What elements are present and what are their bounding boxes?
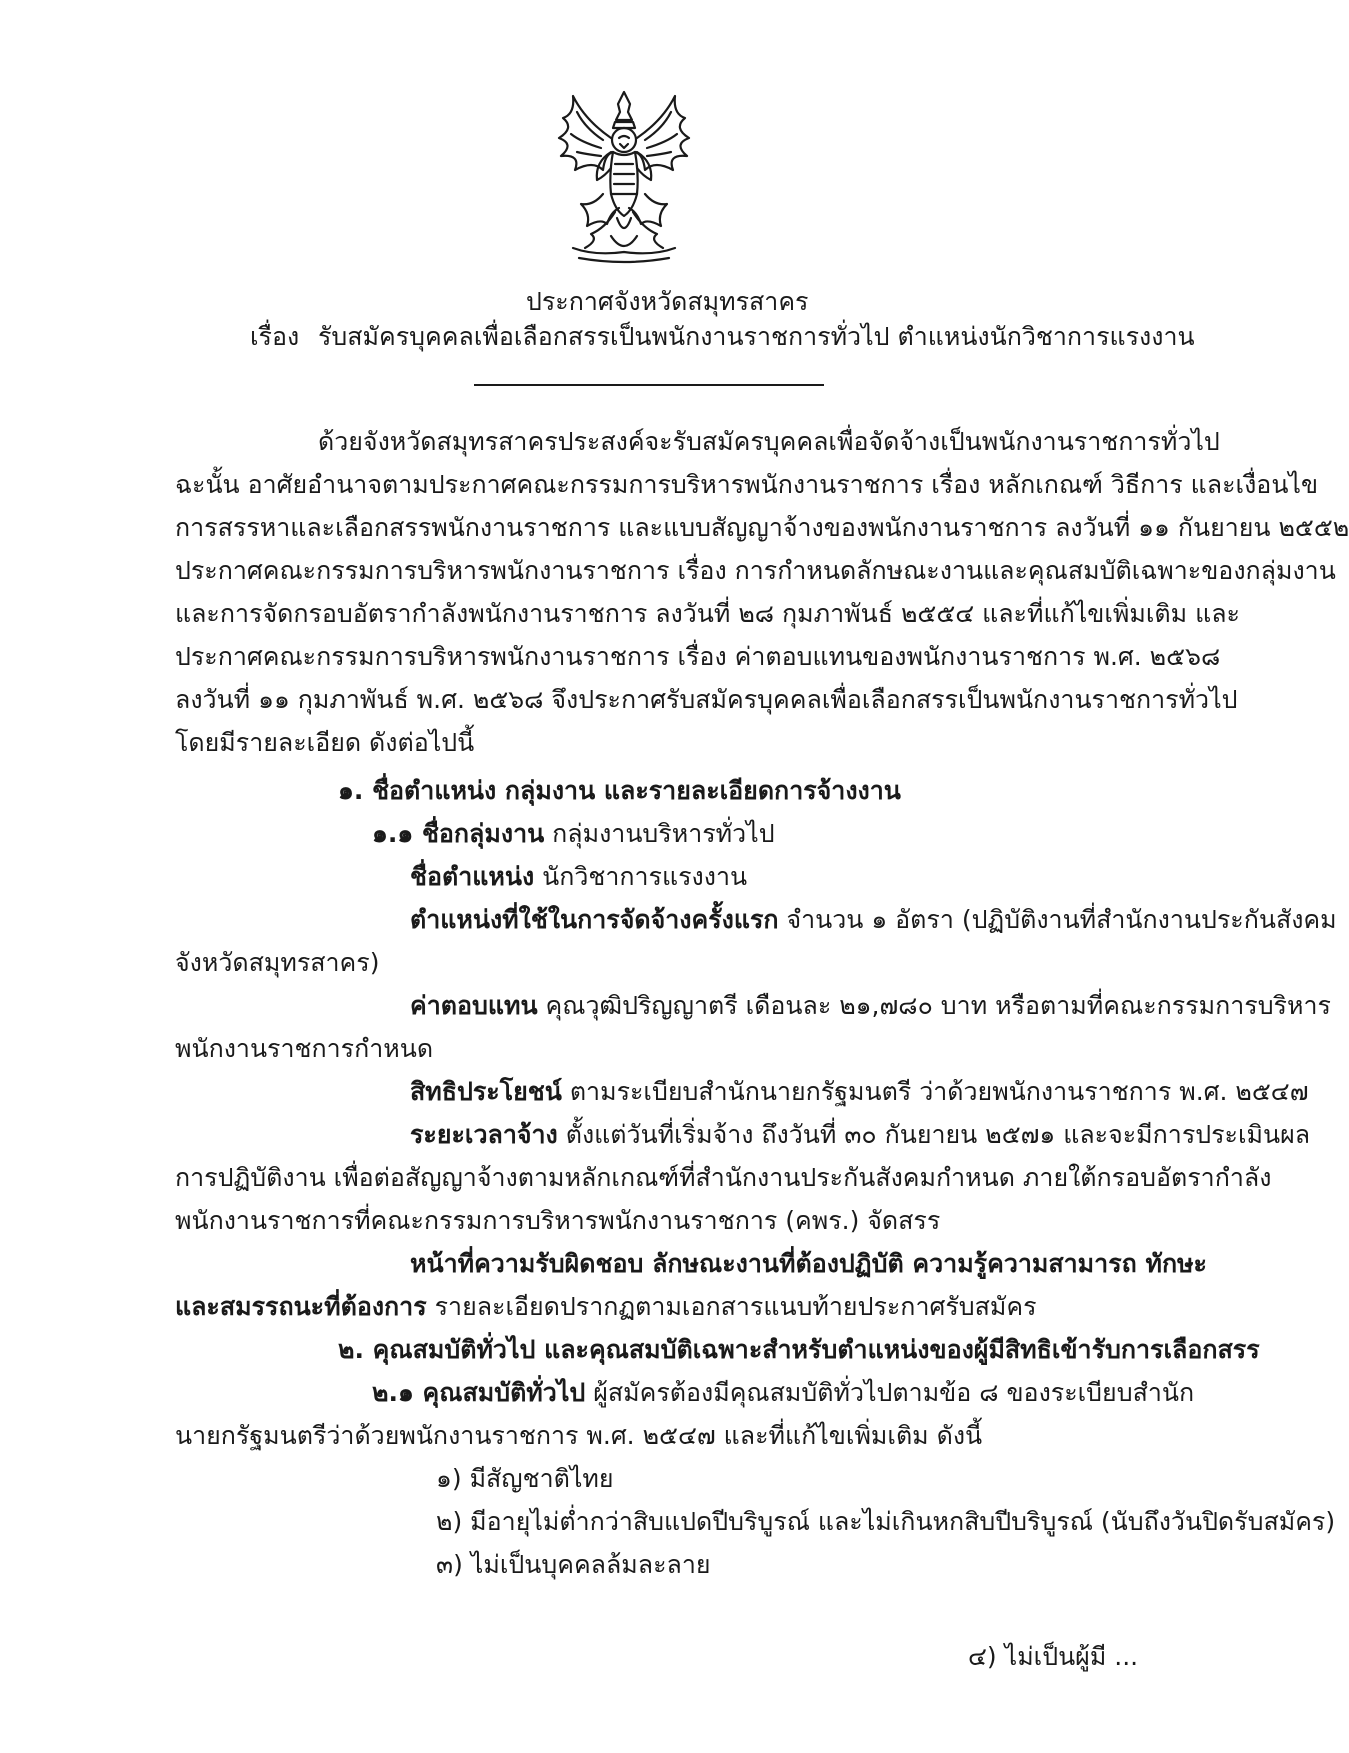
announcement-issuer: ประกาศจังหวัดสมุทรสาคร xyxy=(526,287,809,316)
term-row xyxy=(410,1118,1311,1152)
benefit-label: สิทธิประโยชน์ xyxy=(410,1077,562,1106)
intro-line-5: และการจัดกรอบอัตรากำลังพนักงานราชการ ลงวันที่ ๒๘ กุมภาพันธ์ ๒๕๕๔ และที่แก้ไขเพิ่มเติม และ xyxy=(175,599,1240,628)
first-hire-value: จำนวน ๑ อัตรา (ปฏิบัติงานที่สำนักงานประกันสังคม xyxy=(786,905,1337,934)
first-hire-continuation: จังหวัดสมุทรสาคร) xyxy=(175,948,380,977)
benefit-row xyxy=(410,1075,1309,1109)
general-qualification-row xyxy=(372,1376,1195,1410)
job-group-row xyxy=(372,817,775,851)
position-label: ชื่อตำแหน่ง xyxy=(410,862,535,891)
benefit-value: ตามระเบียบสำนักนายกรัฐมนตรี ว่าด้วยพนักงานราชการ พ.ศ. ๒๕๔๗ xyxy=(569,1077,1309,1106)
term-value: ตั้งแต่วันที่เริ่มจ้าง ถึงวันที่ ๓๐ กันยายน ๒๕๗๑ และจะมีการประเมินผล xyxy=(565,1120,1311,1149)
intro-line-8: โดยมีรายละเอียด ดังต่อไปนี้ xyxy=(175,728,475,757)
term-continuation-2: พนักงานราชการที่คณะกรรมการบริหารพนักงานราชการ (คพร.) จัดสรร xyxy=(175,1206,941,1235)
pay-row xyxy=(410,989,1331,1023)
garuda-emblem-icon xyxy=(545,88,703,268)
intro-line-3: การสรรหาและเลือกสรรพนักงานราชการ และแบบสัญญาจ้างของพนักงานราชการ ลงวันที่ ๑๑ กันยายน ๒๕๕๒ xyxy=(175,513,1349,542)
intro-line-6: ประกาศคณะกรรมการบริหารพนักงานราชการ เรื่อง ค่าตอบแทนของพนักงานราชการ พ.ศ. ๒๕๖๘ xyxy=(175,642,1221,671)
page-continuation: ๔) ไม่เป็นผู้มี ... xyxy=(968,1642,1139,1671)
duty-label: หน้าที่ความรับผิดชอบ ลักษณะงานที่ต้องปฏิบัติ ความรู้ความสามารถ ทักษะ xyxy=(410,1249,1207,1278)
subject-label: เรื่อง xyxy=(250,322,300,351)
duty-row xyxy=(175,1290,1037,1324)
general-qualification-label: ๒.๑ คุณสมบัติทั่วไป xyxy=(372,1378,586,1407)
qualification-item-2: ๒) มีอายุไม่ต่ำกว่าสิบแปดปีบริบูรณ์ และไม่เกินหกสิบปีบริบูรณ์ (นับถึงวันปิดรับสมัคร) xyxy=(436,1507,1336,1536)
first-hire-row xyxy=(410,903,1337,937)
position-value: นักวิชาการแรงงาน xyxy=(542,862,748,891)
intro-line-1: ด้วยจังหวัดสมุทรสาครประสงค์จะรับสมัครบุคคลเพื่อจัดจ้างเป็นพนักงานราชการทั่วไป xyxy=(318,427,1220,456)
general-qualification-continuation: นายกรัฐมนตรีว่าด้วยพนักงานราชการ พ.ศ. ๒๕๔๗ และที่แก้ไขเพิ่มเติม ดังนี้ xyxy=(175,1421,983,1450)
qualification-item-3: ๓) ไม่เป็นบุคคลล้มละลาย xyxy=(436,1550,711,1579)
intro-line-2: ฉะนั้น อาศัยอำนาจตามประกาศคณะกรรมการบริหารพนักงานราชการ เรื่อง หลักเกณฑ์ วิธีการ และเงื่อนไข xyxy=(175,470,1319,499)
term-label: ระยะเวลาจ้าง xyxy=(410,1120,558,1149)
term-continuation-1: การปฏิบัติงาน เพื่อต่อสัญญาจ้างตามหลักเกณฑ์ที่สำนักงานประกันสังคมกำหนด ภายใต้กรอบอัตรากำลัง xyxy=(175,1163,1272,1192)
job-group-label: ๑.๑ ชื่อกลุ่มงาน xyxy=(372,819,545,848)
general-qualification-value: ผู้สมัครต้องมีคุณสมบัติทั่วไปตามข้อ ๘ ของระเบียบสำนัก xyxy=(593,1378,1195,1407)
job-group-value: กลุ่มงานบริหารทั่วไป xyxy=(552,819,775,848)
section-2-heading: ๒. คุณสมบัติทั่วไป และคุณสมบัติเฉพาะสำหรับตำแหน่งของผู้มีสิทธิเข้ารับการเลือกสรร xyxy=(338,1335,1260,1364)
first-hire-label: ตำแหน่งที่ใช้ในการจัดจ้างครั้งแรก xyxy=(410,905,779,934)
pay-continuation: พนักงานราชการกำหนด xyxy=(175,1034,434,1063)
subject-text: รับสมัครบุคคลเพื่อเลือกสรรเป็นพนักงานราชการทั่วไป ตำแหน่งนักวิชาการแรงงาน xyxy=(318,322,1195,351)
position-row xyxy=(410,860,747,894)
section-1-heading: ๑. ชื่อตำแหน่ง กลุ่มงาน และรายละเอียดการจ้างงาน xyxy=(338,776,901,805)
pay-value: คุณวุฒิปริญญาตรี เดือนละ ๒๑,๗๘๐ บาท หรือตามที่คณะกรรมการบริหาร xyxy=(545,991,1331,1020)
pay-label: ค่าตอบแทน xyxy=(410,991,538,1020)
intro-line-4: ประกาศคณะกรรมการบริหารพนักงานราชการ เรื่อง การกำหนดลักษณะงานและคุณสมบัติเฉพาะของกลุ่มงาน xyxy=(175,556,1336,585)
duty-label-2: และสมรรถนะที่ต้องการ xyxy=(175,1292,427,1321)
title-divider xyxy=(474,384,824,386)
qualification-item-1: ๑) มีสัญชาติไทย xyxy=(436,1464,614,1493)
intro-line-7: ลงวันที่ ๑๑ กุมภาพันธ์ พ.ศ. ๒๕๖๘ จึงประกาศรับสมัครบุคคลเพื่อเลือกสรรเป็นพนักงานราชการทั่วไป xyxy=(175,685,1238,714)
duty-value: รายละเอียดปรากฏตามเอกสารแนบท้ายประกาศรับสมัคร xyxy=(434,1292,1037,1321)
